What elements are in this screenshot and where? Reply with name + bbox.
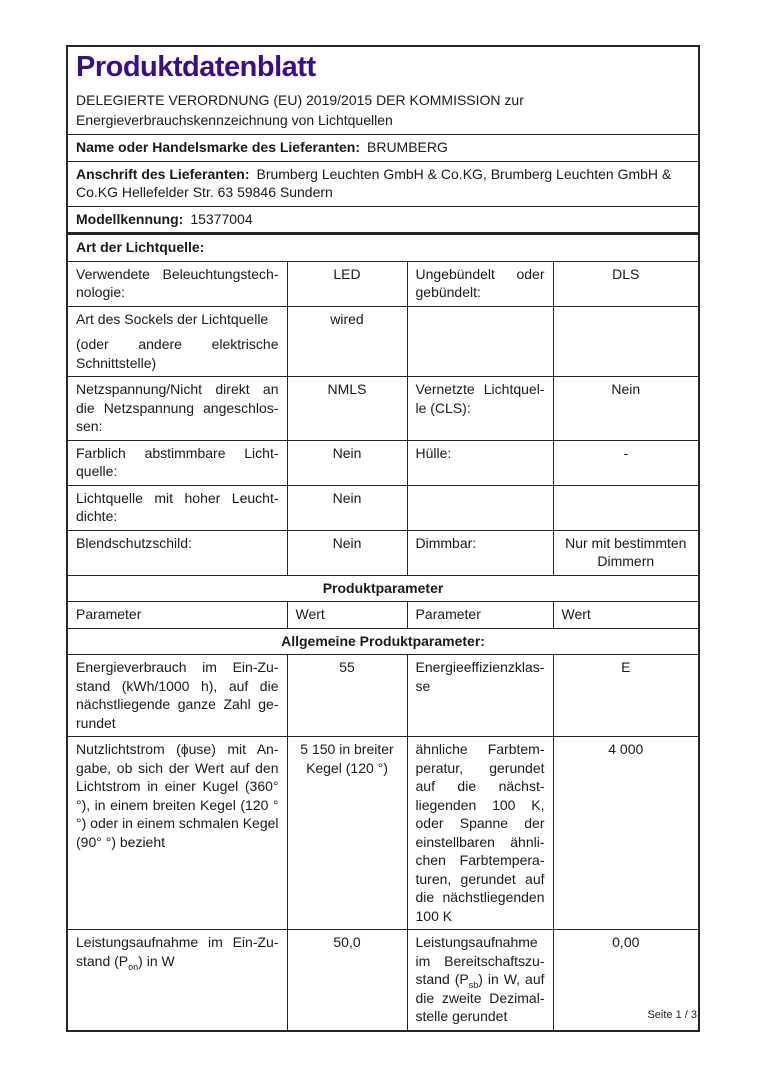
technology-value: LED [287,261,407,306]
tunable-value: Nein [287,440,407,485]
light-source-heading-row [67,234,699,262]
table-row-energy [67,655,699,737]
colour-temperature-value: 4 000 [553,737,699,930]
socket-value: wired [287,306,407,377]
high-luminance-empty-label [407,485,553,530]
column-header-param1: Parameter [67,602,287,629]
anti-glare-label: Blendschutzschild: [67,530,287,575]
power-standby-label-sub: sb [468,979,479,990]
dimmable-value: Nur mit bestimmten Dimmern [553,530,699,575]
cls-label: Vernetzte Lichtquelle (CLS): [407,377,553,441]
column-header-value1: Wert [287,602,407,629]
page-title: Produktdatenblatt [76,51,316,83]
supplier-name-row [67,135,699,162]
table-row-technology [67,261,699,306]
socket-empty-value [553,306,699,377]
power-standby-label-post: ) in W, auf die zweite Dezimalstelle gerundet [415,971,545,1024]
table-row-flux [67,737,699,930]
product-parameters-heading-row [67,575,699,602]
socket-empty-label [407,306,553,377]
page-number: Seite 1 / 3 [647,1009,697,1021]
power-on-label-sub: on [128,961,139,972]
anti-glare-value: Nein [287,530,407,575]
useful-flux-value: 5 150 in breiter Kegel (120 °) [287,737,407,930]
mains-value: NMLS [287,377,407,441]
power-standby-label-pre: Leistungsaufnahme im Bereitschaftszustand (P [415,934,545,987]
general-parameters-heading: Allgemeine Produktparameter: [67,628,699,655]
envelope-label: Hülle: [407,440,553,485]
supplier-name-cell [67,135,699,162]
socket-label-line1: Art des Sockels der Lichtquelle [76,310,269,327]
model-id-value: 15377004 [190,210,253,227]
column-header-value2: Wert [553,602,699,629]
model-id-row [67,206,699,234]
column-header-row [67,602,699,629]
dimmable-label: Dimmbar: [407,530,553,575]
supplier-address-cell [67,161,699,206]
regulation-text [76,91,690,130]
energy-consumption-label: Energieverbrauch im Ein-Zustand (kWh/1000 h), auf die nächstliegende ganze Zahl gerundet [67,655,287,737]
product-datasheet [66,45,700,1032]
high-luminance-empty-value [553,485,699,530]
table-row-anti-glare [67,530,699,575]
general-parameters-heading-row [67,628,699,655]
colour-temperature-label: ähnliche Farbtemperatur, gerundet auf die nächstliegenden 100 K, oder Spanne der einstellbaren ähnlichen Farbtemperaturen, gerundet auf die nächstliegenden 100 K [407,737,553,930]
regulation-line2: Energieverbrauchskennzeichnung von Lichtquellen [76,111,393,128]
table-row-socket [67,306,699,377]
beam-label: Ungebündelt oder gebündelt: [407,261,553,306]
supplier-address-row [67,161,699,206]
product-parameters-heading: Produktparameter [67,575,699,602]
supplier-address-value: Brumberg Leuchten GmbH & Co.KG, Brumberg Leuchten GmbH & Co.KG Hellefelder Str. 63 59846 Sundern [76,165,672,200]
table-row-tunable [67,440,699,485]
tunable-label: Farblich abstimmbare Lichtquelle: [67,440,287,485]
energy-consumption-value: 55 [287,655,407,737]
high-luminance-label: Lichtquelle mit hoher Leuchtdichte: [67,485,287,530]
supplier-name-label: Name oder Handelsmarke des Lieferanten: [76,139,360,155]
power-on-value: 50,0 [287,930,407,1031]
useful-flux-label: Nutzlichtstrom (ϕuse) mit Angabe, ob sich der Wert auf den Lichtstrom in einer Kugel (360° °), in einem breiten Kegel (120 °°) oder in einem schmalen Kegel (90° °) bezieht [67,737,287,930]
power-on-label [67,930,287,1031]
power-standby-value: 0,00 [553,930,699,1031]
header-cell [67,46,699,135]
power-on-label-post: ) in W [138,952,175,969]
technology-label: Verwendete Beleuchtungstechnologie: [67,261,287,306]
envelope-value: - [553,440,699,485]
regulation-line1: DELEGIERTE VERORDNUNG (EU) 2019/2015 DER KOMMISSION zur [76,92,524,108]
cls-value: Nein [553,377,699,441]
efficiency-class-value: E [553,655,699,737]
supplier-name-value: BRUMBERG [367,139,448,155]
table-row-mains [67,377,699,441]
model-id-cell [67,206,699,234]
mains-label: Netzspannung/Nicht direkt an die Netzspannung angeschlossen: [67,377,287,441]
table-row-power [67,930,699,1031]
efficiency-class-label: Energieeffizienzklasse [407,655,553,737]
model-id-label: Modellkennung: [76,210,184,227]
socket-label [67,306,287,377]
column-header-param2: Parameter [407,602,553,629]
socket-label-line2: (oder andere elektrische Schnittstelle) [76,336,279,371]
power-on-label-pre: Leistungsaufnahme im Ein-Zustand (P [76,934,279,969]
power-standby-label [407,930,553,1031]
header-row [67,46,699,135]
high-luminance-value: Nein [287,485,407,530]
supplier-address-label: Anschrift des Lieferanten: [76,165,250,182]
light-source-heading: Art der Lichtquelle: [67,234,699,262]
beam-value: DLS [553,261,699,306]
table-row-high-luminance [67,485,699,530]
